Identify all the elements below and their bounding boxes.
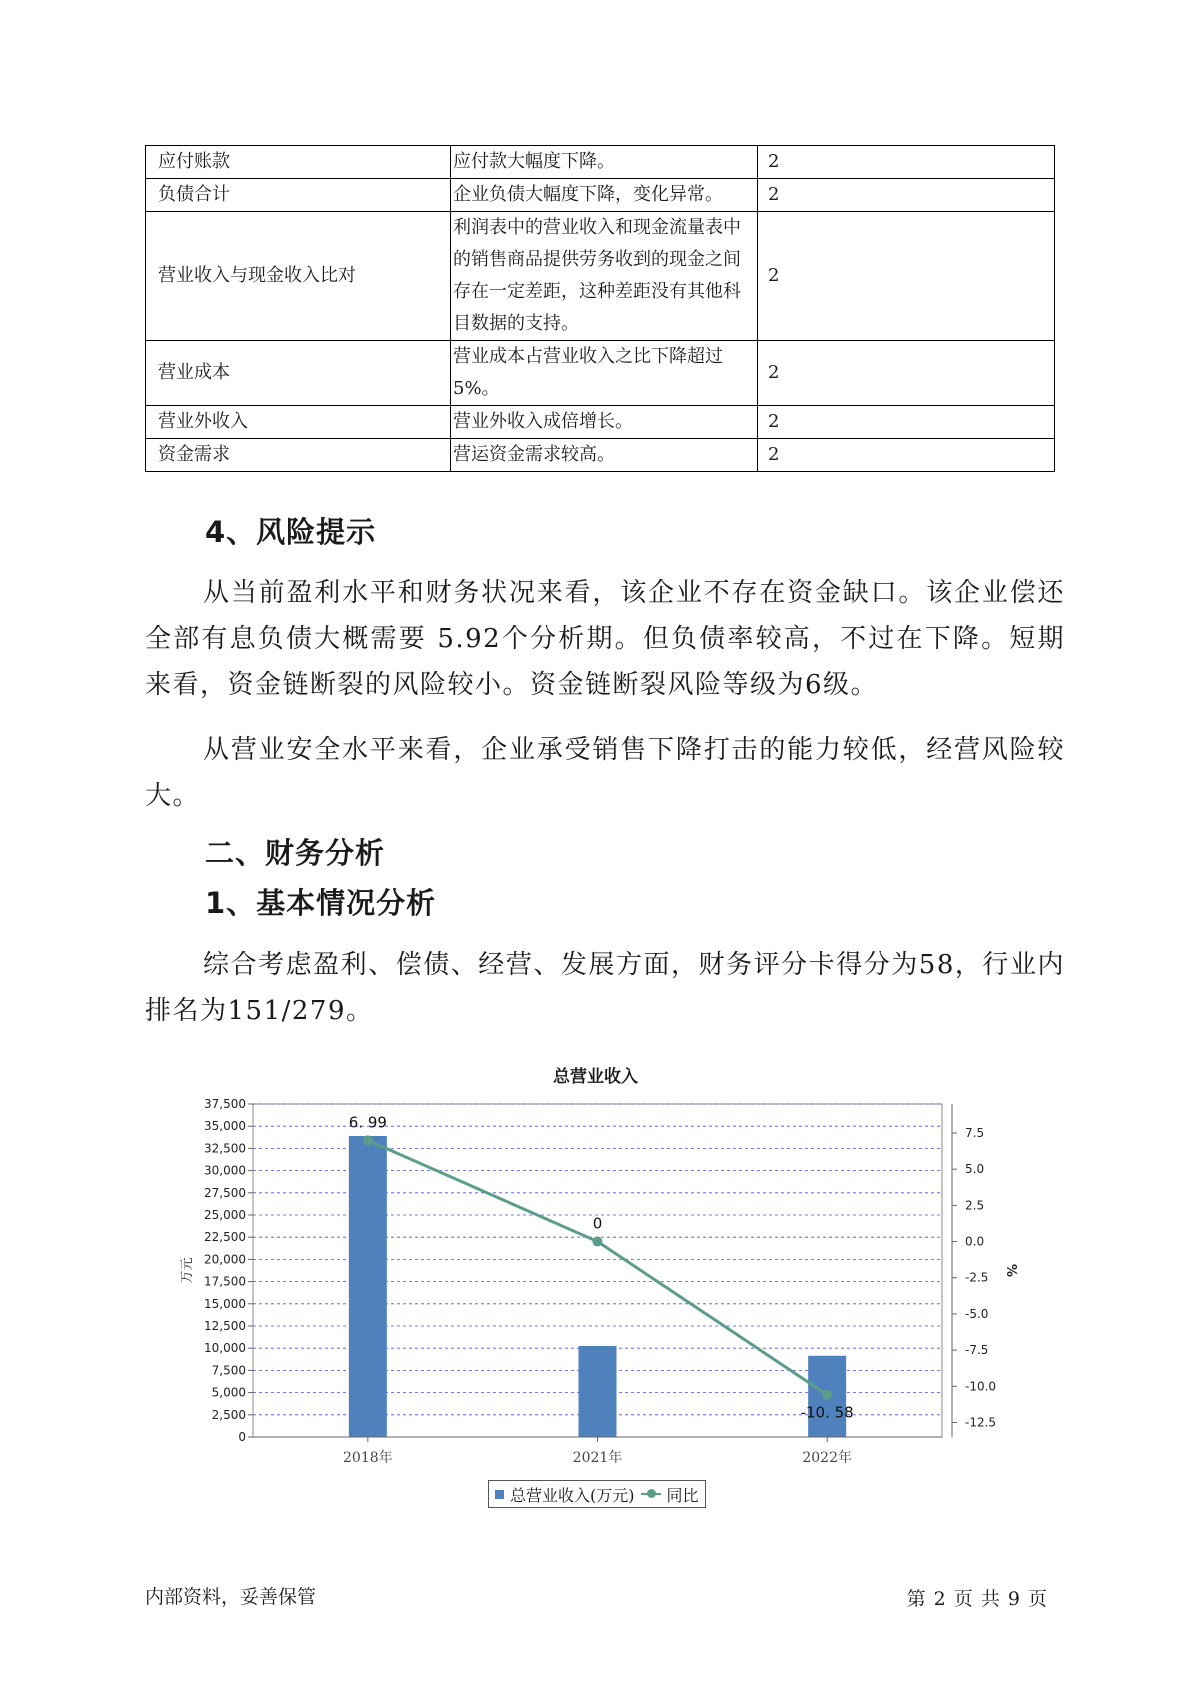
chart-title: 总营业收入 <box>553 1067 638 1087</box>
y2-tick-label: 7.5 <box>965 1125 985 1140</box>
risk-desc-cell: 营业成本占营业收入之比下降超过5%。 <box>451 341 758 406</box>
y-tick-label: 15,000 <box>204 1296 246 1311</box>
y-tick-label: 5,000 <box>211 1385 246 1400</box>
legend-line-swatch <box>641 1493 661 1495</box>
y2-tick-label: -12.5 <box>965 1415 997 1430</box>
risk-level-cell: 2 <box>758 439 1055 472</box>
x-tick-label: 2022年 <box>802 1450 852 1466</box>
chart-legend <box>488 1480 706 1508</box>
risk-level-cell: 2 <box>758 406 1055 439</box>
y-tick-label: 35,000 <box>204 1119 246 1134</box>
y2-tick-label: 0.0 <box>965 1234 985 1249</box>
section-heading-risk: 4、风险提示 <box>205 515 377 549</box>
x-tick-label: 2018年 <box>343 1450 393 1466</box>
footer-confidential: 内部资料，妥善保管 <box>145 1586 317 1608</box>
yoy-data-label: 0 <box>592 1214 603 1233</box>
risk-item-cell: 营业外收入 <box>146 406 451 439</box>
yoy-data-label: 6. 99 <box>348 1113 387 1132</box>
y-tick-label: 22,500 <box>204 1230 246 1245</box>
y2-tick-label: 5.0 <box>965 1162 985 1177</box>
yoy-data-label: -10. 58 <box>800 1403 854 1422</box>
y2-axis-label: % <box>1003 1263 1018 1278</box>
bar <box>579 1346 617 1437</box>
bar <box>349 1136 387 1437</box>
subsection-heading-basic: 1、基本情况分析 <box>205 886 437 920</box>
y2-tick-label: -7.5 <box>965 1343 989 1358</box>
y-tick-label: 12,500 <box>204 1319 246 1333</box>
y-tick-label: 25,000 <box>204 1208 246 1222</box>
risk-level-cell: 2 <box>758 146 1055 179</box>
y-tick-label: 0 <box>238 1430 246 1444</box>
y-tick-label: 7,500 <box>211 1363 246 1378</box>
legend-bar-label: 总营业收入(万元) <box>510 1485 635 1505</box>
y2-tick-label: -10.0 <box>965 1379 997 1394</box>
risk-paragraph-2: 从营业安全水平来看，企业承受销售下降打击的能力较低，经营风险较大。 <box>145 735 1065 811</box>
footer-page-number: 第 2 页 共 9 页 <box>906 1588 1048 1610</box>
risk-desc-cell: 营运资金需求较高。 <box>451 439 758 472</box>
risk-level-cell: 2 <box>758 179 1055 212</box>
finance-paragraph: 综合考虑盈利、偿债、经营、发展方面，财务评分卡得分为58，行业内排名为151/279。 <box>145 950 1065 1026</box>
y-tick-label: 17,500 <box>204 1274 246 1289</box>
y2-tick-label: 2.5 <box>965 1198 985 1213</box>
risk-item-cell: 负债合计 <box>146 179 451 212</box>
risk-paragraph-1: 从当前盈利水平和财务状况来看，该企业不存在资金缺口。该企业偿还全部有息负债大概需要 5.92个分析期。但负债率较高，不过在下降。短期来看，资金链断裂的风险较小。资金链断裂风险等级为6级。 <box>145 578 1065 700</box>
y2-tick-label: -5.0 <box>965 1306 989 1321</box>
risk-level-cell: 2 <box>758 212 1055 341</box>
section-heading-finance: 二、财务分析 <box>205 836 386 870</box>
y-tick-label: 32,500 <box>204 1141 246 1156</box>
y-tick-label: 30,000 <box>204 1163 246 1178</box>
y2-tick-label: -2.5 <box>965 1270 989 1285</box>
risk-item-cell: 应付账款 <box>146 146 451 179</box>
yoy-point <box>593 1237 603 1247</box>
x-tick-label: 2021年 <box>572 1450 623 1466</box>
y-tick-label: 27,500 <box>204 1185 246 1200</box>
risk-level-cell: 2 <box>758 341 1055 406</box>
risk-item-cell: 资金需求 <box>146 439 451 472</box>
risk-item-cell: 营业成本 <box>146 341 451 406</box>
y-tick-label: 20,000 <box>204 1252 246 1267</box>
risk-desc-cell: 企业负债大幅度下降，变化异常。 <box>451 179 758 212</box>
yoy-point <box>822 1390 832 1400</box>
legend-bar-swatch <box>495 1490 504 1499</box>
y-axis-label: 万元 <box>180 1257 195 1284</box>
legend-line-label: 同比 <box>666 1485 699 1505</box>
y-tick-label: 2,500 <box>211 1407 246 1422</box>
risk-item-cell: 营业收入与现金收入比对 <box>146 212 451 341</box>
yoy-point <box>363 1135 373 1145</box>
y-tick-label: 37,500 <box>204 1097 246 1111</box>
risk-desc-cell: 营业外收入成倍增长。 <box>451 406 758 439</box>
y-tick-label: 10,000 <box>204 1341 246 1356</box>
risk-desc-cell: 应付款大幅度下降。 <box>451 146 758 179</box>
risk-desc-cell: 利润表中的营业收入和现金流量表中的销售商品提供劳务收到的现金之间存在一定差距，这种差距没有其他科目数据的支持。 <box>451 212 758 341</box>
